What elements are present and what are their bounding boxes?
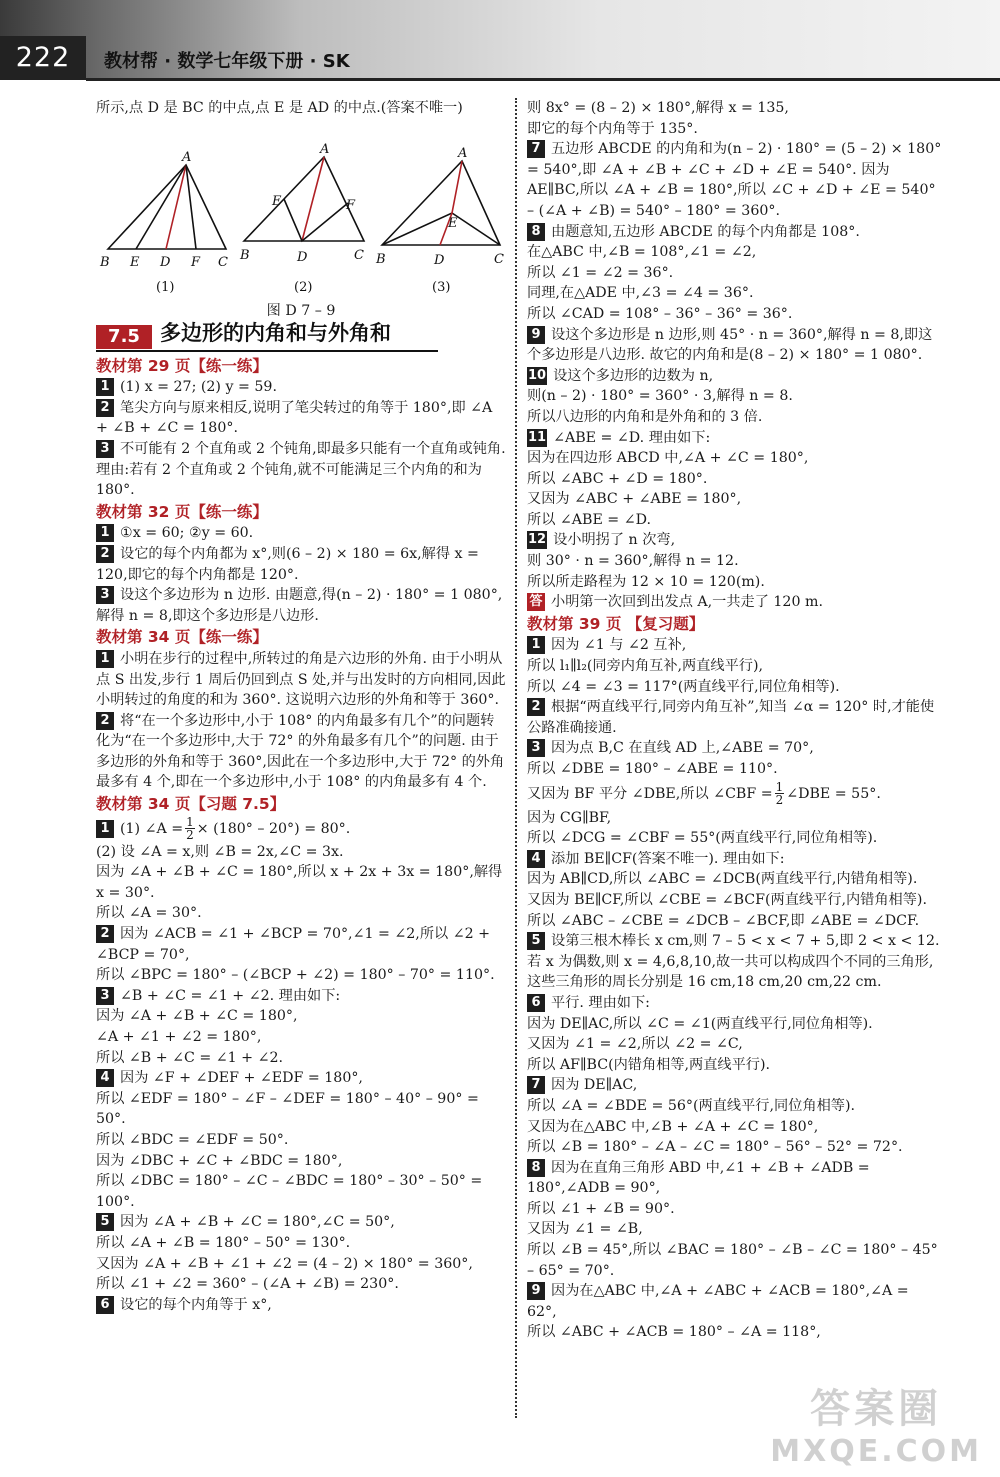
- section-heading-p34: 教材第 34 页【练一练】: [96, 628, 268, 647]
- answer-marker: 答: [527, 593, 545, 611]
- answer-item: 2 笔尖方向与原来相反,说明了笔尖转过的角等于 180°,即 ∠A + ∠B + ∠C = 180°.: [96, 399, 493, 437]
- item-number: 2: [96, 545, 114, 563]
- answer-item: 5 因为 ∠A + ∠B + ∠C = 180°,∠C = 50°,: [96, 1212, 506, 1233]
- item-number: 2: [527, 698, 545, 716]
- answer-line: 所以 ∠CAD = 108° – 36° – 36° = 36°.: [527, 305, 793, 322]
- answer-line: 即它的每个内角等于 135°.: [527, 120, 698, 137]
- answer-item: 11 ∠ABE = ∠D. 理由如下:: [528, 429, 711, 446]
- fig1-label-a: A: [182, 149, 192, 165]
- answer-item: 6 平行. 理由如下:: [527, 993, 942, 1014]
- fig1-line-ae: [136, 165, 186, 249]
- answer-item: 1 ①x = 60; ②y = 60.: [96, 523, 506, 544]
- answer-line: 所以所走路程为 12 × 10 = 120(m).: [527, 573, 765, 590]
- answer-line: 因为 ∠A + ∠B + ∠C = 180°,所以 x + 2x + 3x = 180°,解得 x = 30°.: [96, 864, 503, 901]
- fraction-half: $\frac{1}{2}$: [775, 780, 784, 808]
- answer-line: 所以八边形的内角和是外角和的 3 倍.: [527, 408, 763, 425]
- answer-item: 9 设这个多边形是 n 边形,则 45° · n = 360°,解得 n = 8,即这个多边形是八边形. 故它的内角和是(8 – 2) × 180° = 1 080°.: [527, 326, 933, 364]
- answer-line: 所以 ∠B + ∠C = ∠1 + ∠2.: [96, 1049, 284, 1066]
- answer-line: 所以 ∠EDF = 180° – ∠F – ∠DEF = 180° – 40° – 90° = 50°.: [96, 1090, 479, 1128]
- item-number: 5: [527, 932, 545, 950]
- answer-item: 9 因为在△ABC 中,∠A + ∠ABC + ∠ACB = 180°,∠A = 62°,: [527, 1283, 909, 1320]
- answer-line: 所以 ∠DCG = ∠CBF = 55°(两直线平行,同位角相等).: [527, 830, 878, 847]
- fig2-lines-ed-df: [284, 199, 348, 241]
- answer-item: 7 因为 DE∥AC,: [527, 1075, 942, 1096]
- header-rule: [86, 78, 1000, 81]
- right-column: [527, 98, 942, 1343]
- answer-line: 所以 ∠B = 45°,所以 ∠BAC = 180° – ∠B – ∠C = 180° – 45° – 65° = 70°.: [527, 1242, 938, 1279]
- figure-caption: 图 D 7 – 9: [266, 303, 336, 320]
- fig1-label-d: D: [160, 254, 171, 270]
- fraction-half: $\frac{1}{2}$: [186, 815, 194, 843]
- answer-line: 所以 l₁∥l₂(同旁内角互补,两直线平行),: [527, 658, 764, 675]
- column-divider: [515, 98, 517, 1418]
- watermark-logo-text: 答案圈: [810, 1386, 943, 1432]
- answer-line: 所以 ∠A = ∠BDE = 56°(两直线平行,同位角相等).: [527, 1097, 855, 1114]
- answer-line: 因为 ∠DBC + ∠C + ∠BDC = 180°,: [96, 1152, 343, 1169]
- answer-line: 所以 ∠DBC = 180° – ∠C – ∠BDC = 180° – 30° – 50° = 100°.: [96, 1173, 483, 1210]
- answer-line: 所以 ∠A = 30°.: [96, 905, 202, 922]
- fig3-label-e: E: [448, 215, 458, 231]
- item-number: 3: [96, 440, 114, 458]
- answer-line: 因为 DE∥AC,所以 ∠C = ∠1(两直线平行,同位角相等).: [527, 1015, 873, 1032]
- item-number: 7: [527, 140, 545, 158]
- item-number: 10: [528, 367, 547, 383]
- section-heading-p29: 教材第 29 页【练一练】: [96, 356, 268, 375]
- answer-line: (2) 设 ∠A = x,则 ∠B = 2x,∠C = 3x.: [96, 843, 344, 860]
- answer-line: 又因为 BE∥CF,所以 ∠CBE = ∠BCF(两直线平行,内错角相等).: [527, 891, 927, 908]
- item-number: 3: [96, 987, 114, 1005]
- answer-line: 所以 ∠B = 180° – ∠A – ∠C = 180° – 56° – 52° = 72°.: [527, 1139, 903, 1156]
- watermark: [770, 1377, 982, 1469]
- answer-line: 所以 ∠BDC = ∠EDF = 50°.: [96, 1131, 289, 1148]
- answer-item: 6 设它的每个内角等于 x°,: [96, 1295, 506, 1316]
- fig2-label-c: C: [354, 247, 364, 263]
- item-number: 2: [96, 925, 114, 943]
- item-number: 1: [96, 378, 114, 396]
- answer-line: 所以 ∠DBE = 180° – ∠ABE = 110°.: [527, 761, 778, 777]
- item-number: 9: [527, 1282, 545, 1300]
- answer-item: 3 设这个多边形为 n 边形. 由题意,得(n – 2) · 180° = 1 080°,解得 n = 8,即这个多边形是八边形.: [96, 587, 503, 624]
- answer-line: 所以 AF∥BC(内错角相等,两直线平行).: [527, 1056, 771, 1073]
- answer-conclusion: 答 小明第一次回到出发点 A,一共走了 120 m.: [527, 592, 942, 613]
- item-number: 1: [96, 524, 114, 542]
- item-number: 12: [528, 532, 547, 548]
- item-number: 2: [96, 712, 114, 730]
- answer-line: 因为在四边形 ABCD 中,∠A + ∠C = 180°,: [527, 450, 809, 467]
- answer-item: 3 不可能有 2 个直角或 2 个钝角,即最多只能有一个直角或钝角.: [96, 439, 506, 460]
- answer-line: 所以 ∠1 = ∠2 = 36°.: [527, 264, 674, 281]
- answer-item: 8 因为在直角三角形 ABD 中,∠1 + ∠B + ∠ADB = 180°,∠ADB = 90°,: [527, 1159, 870, 1197]
- book-title: 教材帮 · 数学七年级下册 · SK: [104, 51, 350, 72]
- item-number: 1: [527, 636, 545, 654]
- answer-item: 2 因为 ∠ACB = ∠1 + ∠BCP = 70°,∠1 = ∠2,所以 ∠2 + ∠BCP = 70°,: [96, 926, 491, 963]
- answer-item: 2 将“在一个多边形中,小于 108° 的内角最多有几个”的问题转化为“在一个多边形中,大于 72° 的外角最多有几个”的问题. 由于多边形的外角和等于 360°,因此在一个多边形中,大于 72° 的外角最多有 4 个,即在一个多边形中,小于 108° 的内角最多有 4 个.: [96, 712, 505, 791]
- answer-line: 因为 AB∥CD,所以 ∠ABC = ∠DCB(两直线平行,内错角相等).: [527, 871, 918, 888]
- answer-line: 所以 ∠4 = ∠3 = 117°(两直线平行,同位角相等).: [527, 678, 840, 695]
- triangle-figures: [96, 119, 506, 295]
- answer-line: ∠A + ∠1 + ∠2 = 180°,: [96, 1029, 262, 1045]
- item-number: 6: [96, 1296, 114, 1314]
- answer-item: 4 因为 ∠F + ∠DEF + ∠EDF = 180°,: [96, 1068, 506, 1089]
- answer-item: 5 设第三根木棒长 x cm,则 7 – 5 < x < 7 + 5,即 2 < x < 12. 若 x 为偶数,则 x = 4,6,8,10,故一共可以构成四个不同的三角形,这些三角形的周长分别是 16 cm,18 cm,20 cm,22 cm.: [527, 933, 940, 991]
- answer-line: 所以 ∠BPC = 180° – (∠BCP + ∠2) = 180° – 70° = 110°.: [96, 967, 495, 984]
- left-column: [96, 98, 506, 1315]
- fig1-label-f: F: [191, 254, 201, 270]
- item-number: 1: [96, 820, 114, 838]
- answer-item: 1 (1) ∠A = $\frac{1}{2}$ × (180° – 20°) = 80°.: [96, 816, 506, 842]
- answer-item: 3 因为点 B,C 在直线 AD 上,∠ABE = 70°,: [527, 738, 942, 759]
- fig1-line-ad: [166, 165, 186, 249]
- answer-item: 1 (1) x = 27; (2) y = 59.: [96, 377, 506, 398]
- item-number: 4: [527, 850, 545, 868]
- answer-line: 所以 ∠ABC – ∠CBE = ∠DCB – ∠BCF,即 ∠ABE = ∠DCF.: [527, 912, 920, 929]
- fig1-label-b: B: [100, 254, 110, 270]
- answer-line: 又因为 BF 平分 ∠DBE,所以 ∠CBF = $\frac{1}{2}$ ∠DBE = 55°.: [527, 780, 881, 808]
- figure-d7-9: [96, 119, 506, 319]
- answer-line: 所以 ∠ABE = ∠D.: [527, 511, 651, 528]
- fig2-label-d: D: [297, 249, 308, 265]
- section-heading-p39: 教材第 39 页 【复习题】: [527, 614, 705, 633]
- item-number: 8: [527, 1159, 545, 1177]
- answer-line: 又因为 ∠A + ∠B + ∠1 + ∠2 = (4 – 2) × 180° = 360°,: [96, 1255, 473, 1272]
- answer-item: 7 五边形 ABCDE 的内角和为(n – 2) · 180° = (5 – 2) × 180° = 540°,即 ∠A + ∠B + ∠C + ∠D + ∠E = 540°. 因为 AE∥BC,所以 ∠A + ∠B = 180°,所以 ∠C + ∠D + ∠E = 540° – (∠A + ∠B) = 540° – 180° = 360°.: [527, 141, 942, 219]
- chapter-rule: [96, 350, 438, 352]
- fig1-label-c: C: [218, 254, 228, 270]
- answer-item: 4 添加 BE∥CF(答案不唯一). 理由如下:: [527, 849, 942, 870]
- item-number: 5: [96, 1213, 114, 1231]
- fig1-caption: (1): [156, 279, 175, 295]
- section-heading-exercise-7-5: 教材第 34 页【习题 7.5】: [96, 795, 286, 814]
- answer-item: 2 根据“两直线平行,同旁内角互补”,知当 ∠α = 120° 时,才能使公路准确接通.: [527, 699, 935, 736]
- page-number: 222: [0, 36, 86, 80]
- answer-item: 1 小明在步行的过程中,所转过的角是六边形的外角. 由于小明从点 S 出发,步行 1 周后仍回到点 S 处,并与出发时的方向相同,因此小明转过的角度的和为 360°. 这说明六边形的外角和等于 360°.: [96, 650, 506, 709]
- answer-line: 理由:若有 2 个直角或 2 个钝角,就不可能满足三个内角的和为 180°.: [96, 461, 482, 499]
- fig1-label-e: E: [130, 254, 140, 270]
- fig2-caption: (2): [294, 279, 313, 295]
- fig3-caption: (3): [432, 279, 451, 295]
- answer-line: 同理,在△ADE 中,∠3 = ∠4 = 36°.: [527, 285, 754, 302]
- answer-line: 则 30° · n = 360°,解得 n = 12.: [527, 553, 739, 570]
- answer-item: 2 设它的每个内角都为 x°,则(6 – 2) × 180 = 6x,解得 x = 120,即它的每个内角都是 120°.: [96, 545, 479, 583]
- answer-line: 又因为 ∠1 = ∠B,: [527, 1221, 643, 1238]
- fig1-triangle: [108, 165, 226, 249]
- intro-text: 所示,点 D 是 BC 的中点,点 E 是 AD 的中点.(答案不唯一): [96, 100, 463, 116]
- answer-item: 1 因为 ∠1 与 ∠2 互补,: [527, 635, 942, 656]
- item-number: 7: [527, 1076, 545, 1094]
- fig3-label-b: B: [376, 251, 386, 267]
- answer-item: 8 由题意知,五边形 ABCDE 的每个内角都是 108°.: [527, 222, 942, 243]
- fig1-line-af: [186, 165, 196, 249]
- section-heading-p32: 教材第 32 页【练一练】: [96, 502, 268, 521]
- fig2-label-e: E: [272, 193, 282, 209]
- answer-line: 则 8x° = (8 – 2) × 180°,解得 x = 135,: [527, 100, 789, 116]
- item-number: 11: [528, 429, 547, 445]
- watermark-url: MXQE.COM: [770, 1434, 982, 1469]
- item-number: 1: [96, 650, 114, 668]
- item-number: 2: [96, 399, 114, 417]
- item-number: 6: [527, 994, 545, 1012]
- answer-line: 所以 ∠A + ∠B = 180° – 50° = 130°.: [96, 1234, 351, 1251]
- fig2-label-a: A: [320, 141, 330, 157]
- item-number: 3: [96, 586, 114, 604]
- item-number: 8: [527, 223, 545, 241]
- answer-line: 在△ABC 中,∠B = 108°,∠1 = ∠2,: [527, 244, 757, 261]
- answer-line: 所以 ∠ABC + ∠ACB = 180° – ∠A = 118°,: [527, 1324, 821, 1341]
- chapter-heading: [96, 320, 506, 353]
- answer-item: 12 设小明拐了 n 次弯,: [528, 532, 676, 549]
- answer-line: 又因为 ∠ABC + ∠ABE = 180°,: [527, 491, 742, 508]
- item-number: 3: [527, 739, 545, 757]
- fig3-label-d: D: [434, 252, 445, 268]
- answer-line: 又因为在△ABC 中,∠B + ∠A + ∠C = 180°,: [527, 1118, 819, 1135]
- item-number: 9: [527, 326, 545, 344]
- answer-item: 10 设这个多边形的边数为 n,: [528, 367, 714, 384]
- chapter-number: 7.5: [96, 325, 152, 349]
- answer-line: 因为 ∠A + ∠B + ∠C = 180°,: [96, 1008, 298, 1025]
- answer-line: 则(n – 2) · 180° = 360° · 3,解得 n = 8.: [527, 388, 793, 405]
- fig3-label-c: C: [494, 251, 504, 267]
- chapter-title: 多边形的内角和与外角和: [160, 320, 391, 345]
- item-number: 4: [96, 1069, 114, 1087]
- answer-item: 3 ∠B + ∠C = ∠1 + ∠2. 理由如下:: [96, 986, 506, 1007]
- answer-line: 所以 ∠1 + ∠B = 90°.: [527, 1200, 675, 1217]
- answer-line: 所以 ∠ABC + ∠D = 180°.: [527, 470, 708, 487]
- answer-line: 所以 ∠1 + ∠2 = 360° – (∠A + ∠B) = 230°.: [96, 1276, 399, 1293]
- fig2-label-f: F: [346, 197, 356, 213]
- answer-line: 因为 CG∥BF,: [527, 809, 612, 826]
- answer-line: 又因为 ∠1 = ∠2,所以 ∠2 = ∠C,: [527, 1036, 743, 1053]
- fig2-label-b: B: [240, 247, 250, 263]
- fig3-label-a: A: [458, 145, 468, 161]
